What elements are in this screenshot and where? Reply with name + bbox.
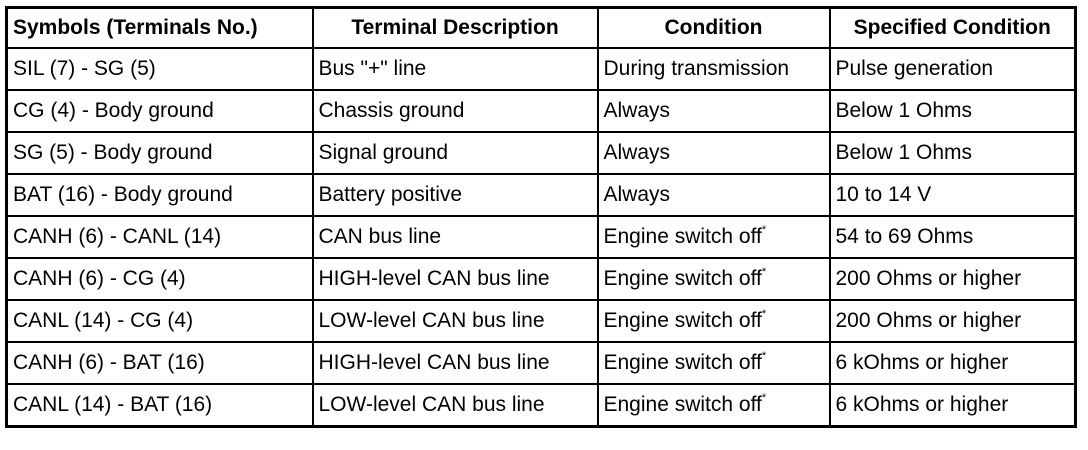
cell-description-text: LOW-level CAN bus line [318,309,545,332]
cell-specified-condition [830,258,1076,300]
cell-condition [598,300,830,342]
cell-symbol-text: CANH (6) - CANL (14) [13,225,222,248]
table-row [7,258,1076,300]
cell-description [313,174,598,216]
cell-symbol [7,216,313,258]
cell-specified-condition-text: 10 to 14 V [835,183,932,206]
header-row [7,8,1076,49]
table-row [7,342,1076,384]
cell-description-text: Battery positive [318,183,463,206]
cell-specified-condition [830,216,1076,258]
cell-condition [598,342,830,384]
cell-condition-text: Engine switch off [603,225,762,248]
cell-condition-text: Always [603,183,671,206]
cell-specified-condition-text: 200 Ohms or higher [835,309,1022,332]
cell-condition [598,258,830,300]
spec-table-container [5,6,1077,428]
cell-symbol [7,384,313,427]
cell-description-text: LOW-level CAN bus line [318,393,545,416]
cell-symbol-text: CANL (14) - BAT (16) [13,393,213,416]
cell-description-text: HIGH-level CAN bus line [318,351,550,374]
footnote-asterisk: * [761,350,767,362]
table-row [7,384,1076,427]
cell-specified-condition-text: 6 kOhms or higher [835,393,1009,416]
cell-condition-text: Always [603,99,671,122]
cell-condition-text: Engine switch off [603,393,762,416]
cell-symbol-text: SG (5) - Body ground [13,141,213,164]
cell-description [313,216,598,258]
header-terminal-description: Terminal Description [313,8,598,49]
cell-description [313,342,598,384]
cell-symbol [7,90,313,132]
terminal-spec-table [5,6,1077,428]
header-symbols: Symbols (Terminals No.) [7,8,313,49]
cell-symbol [7,300,313,342]
footnote-asterisk: * [761,224,767,236]
header-specified-condition: Specified Condition [830,8,1076,49]
table-row [7,216,1076,258]
cell-symbol-text: CG (4) - Body ground [13,99,214,122]
cell-description [313,258,598,300]
cell-condition-text: Engine switch off [603,267,762,290]
cell-condition [598,216,830,258]
cell-symbol [7,342,313,384]
cell-symbol [7,48,313,90]
cell-symbol-text: CANL (14) - CG (4) [13,309,194,332]
cell-symbol [7,174,313,216]
table-header [7,8,1076,49]
table-row [7,300,1076,342]
cell-specified-condition [830,300,1076,342]
cell-specified-condition-text: Pulse generation [835,57,994,80]
footnote-asterisk: * [761,266,767,278]
cell-specified-condition [830,90,1076,132]
cell-symbol [7,132,313,174]
cell-description-text: Bus "+" line [318,57,427,80]
cell-specified-condition-text: 54 to 69 Ohms [835,225,974,248]
cell-symbol-text: SIL (7) - SG (5) [13,57,156,80]
cell-specified-condition [830,132,1076,174]
cell-symbol-text: CANH (6) - CG (4) [13,267,186,290]
cell-specified-condition-text: 6 kOhms or higher [835,351,1009,374]
cell-description [313,48,598,90]
cell-description [313,384,598,427]
cell-condition-text: During transmission [603,57,790,80]
cell-specified-condition [830,174,1076,216]
cell-description-text: Chassis ground [318,99,465,122]
footnote-asterisk: * [761,308,767,320]
cell-description-text: Signal ground [318,141,449,164]
cell-condition [598,48,830,90]
cell-condition [598,132,830,174]
cell-specified-condition-text: 200 Ohms or higher [835,267,1022,290]
table-body [7,48,1076,427]
cell-condition-text: Engine switch off [603,309,762,332]
cell-description-text: HIGH-level CAN bus line [318,267,550,290]
cell-description [313,90,598,132]
cell-description-text: CAN bus line [318,225,442,248]
cell-symbol [7,258,313,300]
cell-specified-condition-text: Below 1 Ohms [835,99,973,122]
cell-specified-condition [830,48,1076,90]
cell-condition [598,174,830,216]
cell-condition-text: Engine switch off [603,351,762,374]
header-condition: Condition [598,8,830,49]
cell-specified-condition-text: Below 1 Ohms [835,141,973,164]
cell-condition [598,384,830,427]
cell-specified-condition [830,342,1076,384]
cell-symbol-text: CANH (6) - BAT (16) [13,351,205,374]
table-row [7,90,1076,132]
cell-specified-condition [830,384,1076,427]
table-row [7,174,1076,216]
cell-condition [598,90,830,132]
cell-condition-text: Always [603,141,671,164]
cell-symbol-text: BAT (16) - Body ground [13,183,233,206]
table-row [7,48,1076,90]
table-row [7,132,1076,174]
cell-description [313,132,598,174]
cell-description [313,300,598,342]
footnote-asterisk: * [761,392,767,404]
